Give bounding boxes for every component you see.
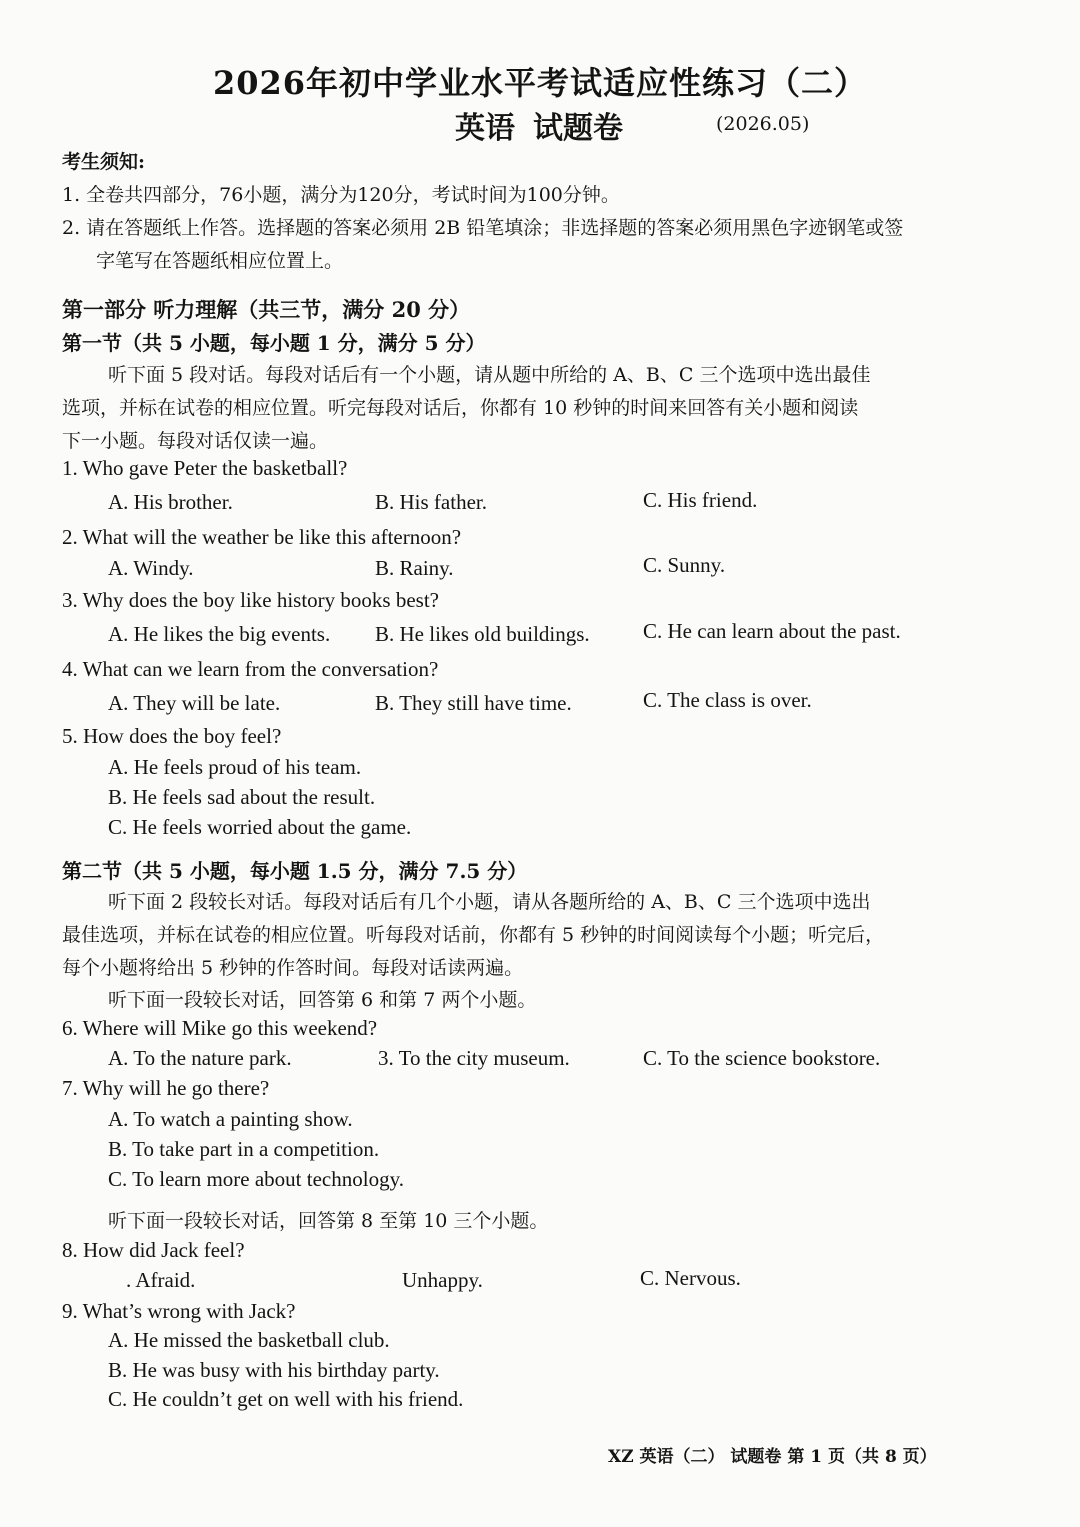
question-9-stem: 9. What’s wrong with Jack? (62, 1299, 296, 1323)
question-2-option-b: B. Rainy. (375, 556, 454, 580)
question-9-option-a: A. He missed the basketball club. (108, 1328, 390, 1352)
question-4-stem: 4. What can we learn from the conversation? (62, 657, 439, 681)
section1-heading: 第一节（共 5 小题，每小题 1 分，满分 5 分） (62, 331, 486, 355)
question-8-stem: 8. How did Jack feel? (62, 1238, 245, 1262)
question-3-option-a: A. He likes the big events. (108, 622, 331, 646)
question-2-option-a: A. Windy. (108, 556, 194, 580)
question-3-stem: 3. Why does the boy like history books best? (62, 588, 439, 612)
question-4-option-c: C. The class is over. (643, 688, 812, 712)
paper-type-label: 试题卷 (533, 111, 623, 146)
section1-instruction-3: 下一小题。每段对话仅读一遍。 (62, 430, 329, 452)
question-2-option-c: C. Sunny. (643, 553, 726, 577)
question-7-option-a: A. To watch a painting show. (108, 1107, 353, 1131)
question-5-option-b: B. He feels sad about the result. (108, 785, 376, 809)
question-3-option-c: C. He can learn about the past. (643, 619, 901, 643)
question-8-option-b: Unhappy. (402, 1268, 483, 1292)
exam-date: (2026.05) (716, 113, 810, 135)
part1-heading: 第一部分 听力理解（共三节，满分 20 分） (62, 297, 471, 322)
question-8-option-c: C. Nervous. (640, 1266, 741, 1290)
section1-instruction-1: 听下面 5 段对话。每段对话后有一个小题，请从题中所给的 A、B、C 三个选项中选出最佳 (108, 364, 871, 386)
exam-subtitle (455, 103, 623, 147)
section2-heading: 第二节（共 5 小题，每小题 1.5 分，满分 7.5 分） (62, 859, 528, 883)
question-9-option-b: B. He was busy with his birthday party. (108, 1358, 440, 1382)
question-1-option-b: B. His father. (375, 490, 487, 514)
section1-instruction-2: 选项，并标在试卷的相应位置。听完每段对话后，你都有 10 秒钟的时间来回答有关小题和阅读 (62, 397, 859, 419)
section2-instruction-2: 最佳选项，并标在试卷的相应位置。听每段对话前，你都有 5 秒钟的时间阅读每个小题；听完后， (62, 924, 885, 946)
notice-item-2: 2. 请在答题纸上作答。选择题的答案必须用 2B 铅笔填涂；非选择题的答案必须用黑色字迹钢笔或签 (62, 217, 904, 239)
dialog2-intro: 听下面一段较长对话，回答第 8 至第 10 三个小题。 (108, 1210, 549, 1232)
notice-heading: 考生须知: (62, 151, 146, 173)
subject-label: 英语 (455, 111, 515, 146)
question-8-option-a: . Afraid. (126, 1268, 196, 1292)
notice-item-2-cont: 字笔写在答题纸相应位置上。 (96, 250, 344, 272)
question-2-stem: 2. What will the weather be like this afternoon? (62, 525, 462, 549)
question-6-stem: 6. Where will Mike go this weekend? (62, 1016, 378, 1040)
question-1-stem: 1. Who gave Peter the basketball? (62, 456, 348, 480)
page-footer: XZ 英语（二） 试题卷 第 1 页（共 8 页） (608, 1447, 937, 1467)
question-9-option-c: C. He couldn’t get on well with his friend. (108, 1387, 464, 1411)
question-5-stem: 5. How does the boy feel? (62, 724, 282, 748)
section2-instruction-1: 听下面 2 段较长对话。每段对话后有几个小题，请从各题所给的 A、B、C 三个选项中选出 (108, 891, 871, 913)
exam-title: 2026年初中学业水平考试适应性练习（二） (212, 64, 868, 102)
question-7-option-b: B. To take part in a competition. (108, 1137, 380, 1161)
question-6-option-a: A. To the nature park. (108, 1046, 292, 1070)
question-6-option-b: 3. To the city museum. (378, 1046, 570, 1070)
question-7-stem: 7. Why will he go there? (62, 1076, 270, 1100)
question-4-option-a: A. They will be late. (108, 691, 281, 715)
question-1-option-c: C. His friend. (643, 488, 758, 512)
question-1-option-a: A. His brother. (108, 490, 233, 514)
notice-item-1: 1. 全卷共四部分，76小题，满分为120分，考试时间为100分钟。 (62, 184, 620, 206)
section2-instruction-3: 每个小题将给出 5 秒钟的作答时间。每段对话读两遍。 (62, 957, 524, 979)
question-3-option-b: B. He likes old buildings. (375, 622, 590, 646)
question-6-option-c: C. To the science bookstore. (643, 1046, 881, 1070)
question-7-option-c: C. To learn more about technology. (108, 1167, 404, 1191)
question-5-option-c: C. He feels worried about the game. (108, 815, 412, 839)
dialog1-intro: 听下面一段较长对话，回答第 6 和第 7 两个小题。 (108, 989, 537, 1011)
question-5-option-a: A. He feels proud of his team. (108, 755, 362, 779)
question-4-option-b: B. They still have time. (375, 691, 572, 715)
